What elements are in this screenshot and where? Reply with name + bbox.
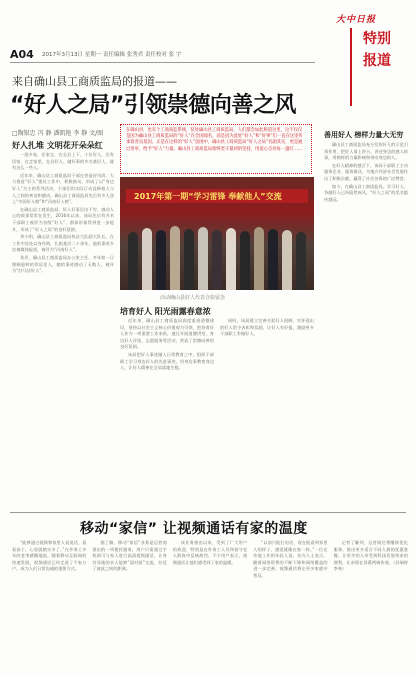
- section-2-body-left: [120, 318, 214, 504]
- photo-caption: 活动确山县好人代表合影留念: [160, 295, 226, 301]
- photo-person: [268, 229, 278, 290]
- section-3-body: [324, 142, 408, 502]
- section-1-paragraph: 在确山县工商质监局，好人好事层出不穷，感动人心的故事常常在发生，2016年以来，该局先后有多名干部职工被评为各级“好人”，群体形象得到进一步提升，形成了“好人之局”的良好氛围。: [12, 206, 114, 232]
- photo-person: [254, 227, 264, 290]
- bottom-article-paragraph: “以前只能打电话，现在能看到家里人的样子，感觉就像在家一样。”一位在外地工作的年轻人说。业内人士表示，随着网络资费的不断下降和网络覆盖的进一步完善，视频通话将在更多家庭中普及。: [253, 540, 328, 578]
- special-report-label: [350, 28, 402, 106]
- photo-person: [240, 231, 250, 290]
- photo-person: [142, 228, 152, 290]
- masthead: [322, 12, 408, 108]
- photo-person: [282, 230, 292, 290]
- article-byline: □陶银忠 冯 静 潘凯艳 李 静 文/图: [12, 130, 104, 137]
- section-3-paragraph: 确山县工商质监局充分发挥好人的示范引领作用，把好人请上讲台，讲述身边的感人故事，用榜样的力量影响和带动身边的人。: [324, 142, 408, 161]
- bottom-article-body: [12, 540, 408, 670]
- photo-person: [198, 227, 208, 290]
- photo-person: [156, 230, 166, 290]
- photo-person: [128, 232, 138, 290]
- bottom-divider: [10, 512, 406, 513]
- intro-box: [120, 124, 312, 174]
- bottom-article-paragraph: 记者了解到，运营商还将继续优化服务，推出更多适合不同人群的优惠套餐，让更多的人享受到科技发展带来的便利，让亲情在屏幕两端传递。（苏瑞婷 李尧）: [333, 540, 408, 572]
- bottom-article-paragraph: “能够通过视频和家里人说说话，看看孩子，心里就踏实多了。”在外务工多年的老李感慨地说。随着移动互联网的快速发展，视频通话已经走进了千家万户，成为人们日常沟通的重要方式。: [12, 540, 87, 572]
- section-2-paragraph: 同时，该局建立完善关爱好人机制，对评选出的好人给予表彰和奖励，让好人有好报，激励更多干部职工争做好人。: [220, 318, 314, 337]
- special-label-line-1: 特别: [363, 31, 391, 47]
- page-number: A04: [10, 48, 34, 61]
- header-divider: [10, 62, 315, 63]
- section-1-title: 好人扎堆 文明花开朵朵红: [12, 141, 103, 150]
- section-2-title: 培育好人 阳光雨露春意浓: [120, 307, 211, 316]
- intro-text: 在确山县，也有个工商质监系统，驻处确山县工商质监局，人们都会如此称道这里，这不仅仅是因为确山县工商质监局的“好人”在全国闻名，而是因为此处“好人”和“好事”们一直在这里传承着善良基因。正是在这样的“好人”氛围中，确山县工商质监局“好人之局”名副其实，更是通过善举，给予“好人”力量。确山县工商质监局始终坚守最初的坚持，用爱心点亮每一盏灯……: [126, 128, 303, 152]
- photo-person: [296, 232, 306, 290]
- group-photo: [120, 177, 314, 290]
- section-3-title: 善用好人 榜样力量大无穷: [324, 131, 404, 139]
- section-1-paragraph: 张芳，确山县工商质监局办公室主任，多年如一日照顾患病的邻居老人，她的事迹感动了无数人，被评为“驻马店好人”。: [12, 254, 114, 274]
- photo-person: [226, 228, 236, 290]
- date-line: 2017年3月13日 星期一 责任编辑 张秀君 责任校对 张 宇: [42, 52, 182, 58]
- article-kicker: 来自确山县工商质监局的报道——: [12, 75, 177, 88]
- bottom-article-title: 移动“家信” 让视频通话有家的温度: [80, 521, 308, 537]
- bottom-article-paragraph: 据了解，移动“家信”业务是运营商推出的一项便民服务，用户只需通过手机即可与家人进行高清视频通话，让身处异地的亲人能够“面对面”交流，拉近了彼此之间的距离。: [92, 540, 167, 572]
- bottom-article-paragraph: 该业务推出以来，受到了广大用户的欢迎，特别是在外务工人员和留守老人群体中反响热烈。不少用户表示，视频通话让他们感受到了家的温暖。: [172, 540, 248, 565]
- photo-person: [170, 226, 180, 290]
- section-1-body: [12, 152, 114, 504]
- section-2-paragraph: 该局把好人事迹融入日常教育之中，组织干部职工学习身边好人的先进事迹，用身边事教育身边人，让好人精神在全局落地生根。: [120, 351, 214, 371]
- section-1-paragraph: 李小明，确山县工商质监局执法大队副大队长，在工作中处处以身作则，扎根基层二十余年，他的事迹多次被媒体报道，被评为“河南好人”。: [12, 234, 114, 253]
- photo-banner-text: 2017年第一期“学习雷锋 奉献他人”交流: [134, 192, 282, 201]
- photo-person: [212, 230, 222, 290]
- newspaper-logo: 大中日报: [336, 15, 377, 25]
- section-2-paragraph: 近年来，确山县工商质监局高度重视道德建设，坚持以社会主义核心价值观为引领，把培育好人作为一项重要工作来抓，通过开展道德讲堂、身边好人评选、志愿服务等活动，营造了崇德向善的良好氛围。: [120, 318, 214, 350]
- section-3-paragraph: 在好人精神的感召下，该局干部职工主动服务企业、服务群众，为地方经济社会发展作出了积极贡献，赢得了社会各界的广泛赞誉。: [324, 162, 408, 181]
- special-label-line-2: 报道: [363, 53, 391, 69]
- section-1-paragraph: 一批多家，任家宝，在全县上下，十位好人，还有回家、在走家里，在县好人、做好事的多名基层人，就有这么一些人。: [12, 152, 114, 171]
- photo-person: [184, 229, 194, 290]
- section-1-paragraph: 近年来，确山县工商质监局干部在营造好风尚、大力推进“好人”建设工作中，积极推动，形成了以“身边好人”为主的系列活动，干部们用实际行动诠释着人与人之间的善良和感动，确山县工商质监局先后有多人登上“中国好人榜”和“河南好人榜”。: [12, 172, 114, 205]
- section-2-body-right: [220, 318, 314, 504]
- section-3-paragraph: 如今，在确山县工商质监局，学习好人、争做好人已经蔚然成风，“好人之局”的美名越传越远。: [324, 183, 408, 202]
- article-headline: “好人之局”引领崇德向善之风: [10, 93, 296, 118]
